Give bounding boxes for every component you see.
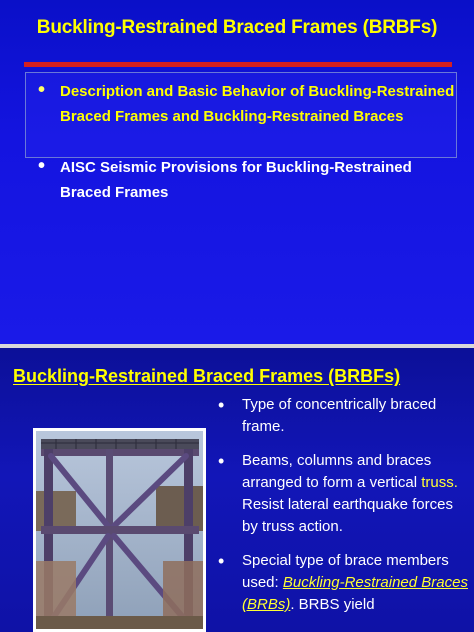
slide-2-bullet-3: • Special type of brace members used: Buckling-Restrained Braces (BRBs). BRBS yield <box>218 551 468 613</box>
slide-1-bullet-2: • AISC Seismic Provisions for Buckling-Restrained Braced Frames <box>38 155 412 201</box>
brb-highlight: Buckling-Restrained Braces (BRBs) <box>242 574 468 613</box>
slide-2-bullet-list <box>214 394 470 628</box>
slide-1-title: Buckling-Restrained Braced Frames (BRBFs) <box>36 17 438 38</box>
bullet-icon: • <box>38 79 46 101</box>
truss-highlight: truss. <box>421 474 458 491</box>
brbf-construction-photo <box>33 428 206 632</box>
slide-2-bullet-1: • Type of concentrically braced frame. <box>218 395 437 435</box>
bullet-icon: • <box>218 395 225 415</box>
bullet-icon: • <box>218 551 225 571</box>
slide-2-bullet-2: • Beams, columns and braces arranged to form a vertical truss. Resist lateral earthquake forces by truss action. <box>218 451 458 535</box>
bullet-icon: • <box>218 451 225 471</box>
slide-2-title: Buckling-Restrained Braced Frames (BRBFs) <box>13 366 401 386</box>
bullet-icon: • <box>38 155 46 177</box>
slide-1-bullet-1: • Description and Basic Behavior of Buckling-Restrained Braced Frames and Buckling-Restrained Braces <box>38 79 455 125</box>
slide-2 <box>0 348 474 632</box>
title-rule <box>24 62 452 67</box>
